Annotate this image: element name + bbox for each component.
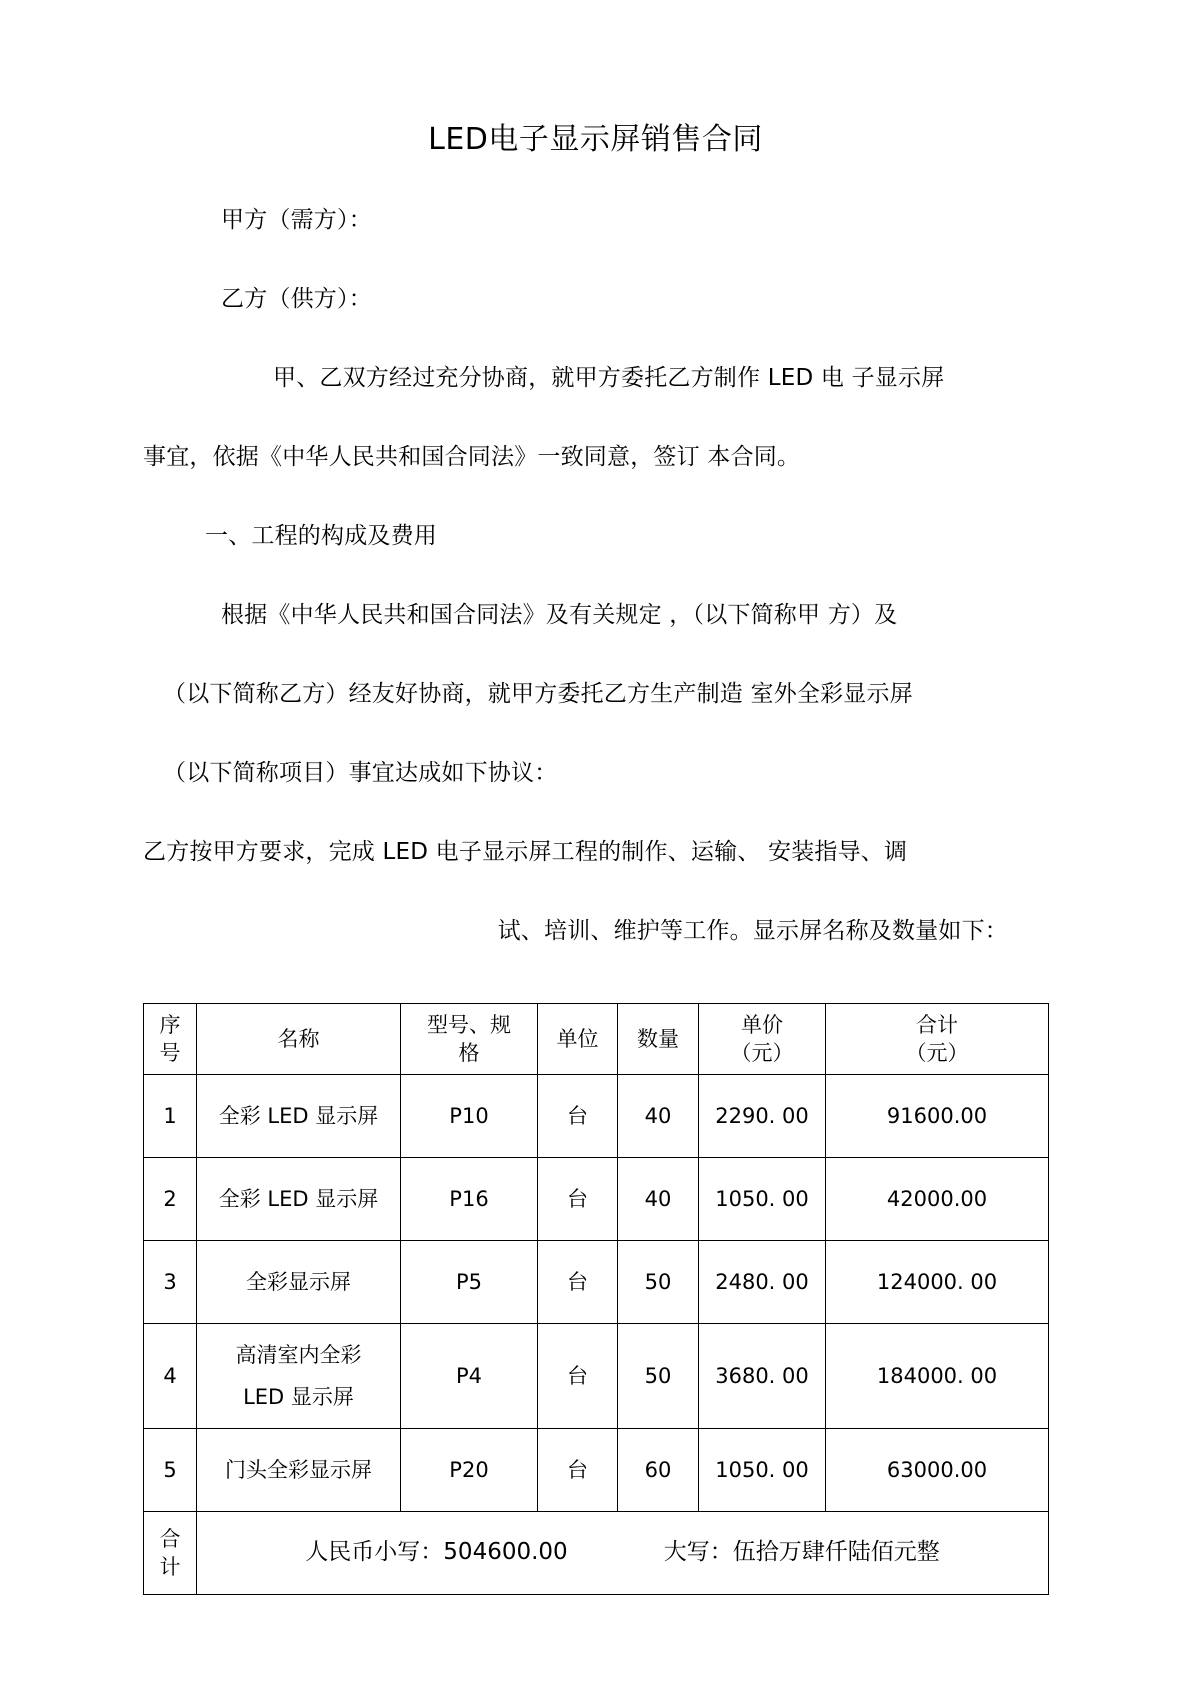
table-body — [144, 1075, 1049, 1595]
cell-qty: 50 — [618, 1324, 699, 1429]
cell-seq: 1 — [144, 1075, 197, 1158]
section-heading-1: 一、工程的构成及费用 — [205, 523, 437, 549]
cell-qty: 50 — [618, 1241, 699, 1324]
total-row-label-line1: 合 — [159, 1526, 181, 1551]
column-header-model-line2: 格 — [458, 1041, 480, 1065]
table-row — [144, 1429, 1049, 1512]
column-header-total — [826, 1004, 1049, 1075]
cell-name-line1: 高清室内全彩 — [235, 1342, 362, 1367]
column-header-seq-line1: 序 — [159, 1012, 181, 1037]
total-amount-numeric: 人民币小写：504600.00 — [305, 1539, 568, 1566]
cell-model: P10 — [401, 1075, 538, 1158]
column-header-total-line2: （元） — [905, 1041, 969, 1065]
column-header-model — [401, 1004, 538, 1075]
party-b-line: 乙方（供方）： — [221, 286, 372, 312]
table-row — [144, 1075, 1049, 1158]
total-row-label-line2: 计 — [159, 1555, 181, 1579]
cell-total: 184000. 00 — [826, 1324, 1049, 1429]
intro-line-1: 甲、乙双方经过充分协商，就甲方委托乙方制作 LED 电 子显示屏 — [273, 365, 945, 391]
scope-line-2: 试、培训、维护等工作。显示屏名称及数量如下： — [497, 918, 1008, 944]
total-amount-capital: 大写：伍拾万肆仟陆佰元整 — [663, 1539, 940, 1566]
cell-name: 门头全彩显示屏 — [197, 1429, 401, 1512]
table-row — [144, 1158, 1049, 1241]
page-title: LED电子显示屏销售合同 — [428, 122, 763, 157]
cell-name — [197, 1324, 401, 1429]
cell-unit: 台 — [538, 1241, 618, 1324]
total-row-label — [144, 1512, 197, 1595]
cell-model: P16 — [401, 1158, 538, 1241]
party-a-line: 甲方（需方）： — [221, 207, 372, 233]
column-header-price-line1: 单价 — [741, 1012, 783, 1037]
cell-seq: 5 — [144, 1429, 197, 1512]
table-header-row — [144, 1004, 1049, 1075]
intro-line-2: 事宜，依据《中华人民共和国合同法》一致同意，签订 本合同。 — [143, 444, 801, 470]
cell-total: 63000.00 — [826, 1429, 1049, 1512]
cell-total: 42000.00 — [826, 1158, 1049, 1241]
column-header-price — [699, 1004, 826, 1075]
table-row — [144, 1241, 1049, 1324]
total-row-amounts — [197, 1512, 1049, 1595]
scope-line-1: 乙方按甲方要求，完成 LED 电子显示屏工程的制作、运输、 安装指导、调 — [143, 839, 908, 865]
column-header-name: 名称 — [197, 1004, 401, 1075]
cell-price: 2290. 00 — [699, 1075, 826, 1158]
cell-price: 1050. 00 — [699, 1429, 826, 1512]
cell-unit: 台 — [538, 1075, 618, 1158]
cell-seq: 3 — [144, 1241, 197, 1324]
basis-line-1: 根据《中华人民共和国合同法》及有关规定 ，（以下简称甲 方）及 — [221, 602, 898, 628]
basis-line-3: （以下简称项目）事宜达成如下协议： — [163, 760, 558, 786]
column-header-model-line1: 型号、规 — [427, 1012, 511, 1037]
cell-qty: 40 — [618, 1075, 699, 1158]
basis-line-2: （以下简称乙方）经友好协商，就甲方委托乙方生产制造 室外全彩显示屏 — [163, 681, 913, 707]
table-row — [144, 1324, 1049, 1429]
cell-name: 全彩 LED 显示屏 — [197, 1158, 401, 1241]
cell-price: 2480. 00 — [699, 1241, 826, 1324]
product-spec-table — [143, 1003, 1049, 1595]
cell-unit: 台 — [538, 1324, 618, 1429]
column-header-price-line2: （元） — [730, 1041, 794, 1065]
cell-qty: 60 — [618, 1429, 699, 1512]
cell-name: 全彩显示屏 — [197, 1241, 401, 1324]
cell-name: 全彩 LED 显示屏 — [197, 1075, 401, 1158]
cell-total: 124000. 00 — [826, 1241, 1049, 1324]
cell-model: P20 — [401, 1429, 538, 1512]
table-total-row — [144, 1512, 1049, 1595]
document-content — [143, 0, 1048, 1595]
column-header-unit: 单位 — [538, 1004, 618, 1075]
column-header-total-line1: 合计 — [916, 1012, 958, 1037]
cell-total: 91600.00 — [826, 1075, 1049, 1158]
cell-price: 3680. 00 — [699, 1324, 826, 1429]
cell-qty: 40 — [618, 1158, 699, 1241]
cell-model: P4 — [401, 1324, 538, 1429]
column-header-seq-line2: 号 — [159, 1041, 181, 1065]
cell-name-line2: LED 显示屏 — [243, 1385, 354, 1409]
column-header-seq — [144, 1004, 197, 1075]
table-header — [144, 1004, 1049, 1075]
cell-seq: 2 — [144, 1158, 197, 1241]
cell-seq: 4 — [144, 1324, 197, 1429]
cell-unit: 台 — [538, 1429, 618, 1512]
column-header-qty: 数量 — [618, 1004, 699, 1075]
cell-unit: 台 — [538, 1158, 618, 1241]
cell-model: P5 — [401, 1241, 538, 1324]
cell-price: 1050. 00 — [699, 1158, 826, 1241]
